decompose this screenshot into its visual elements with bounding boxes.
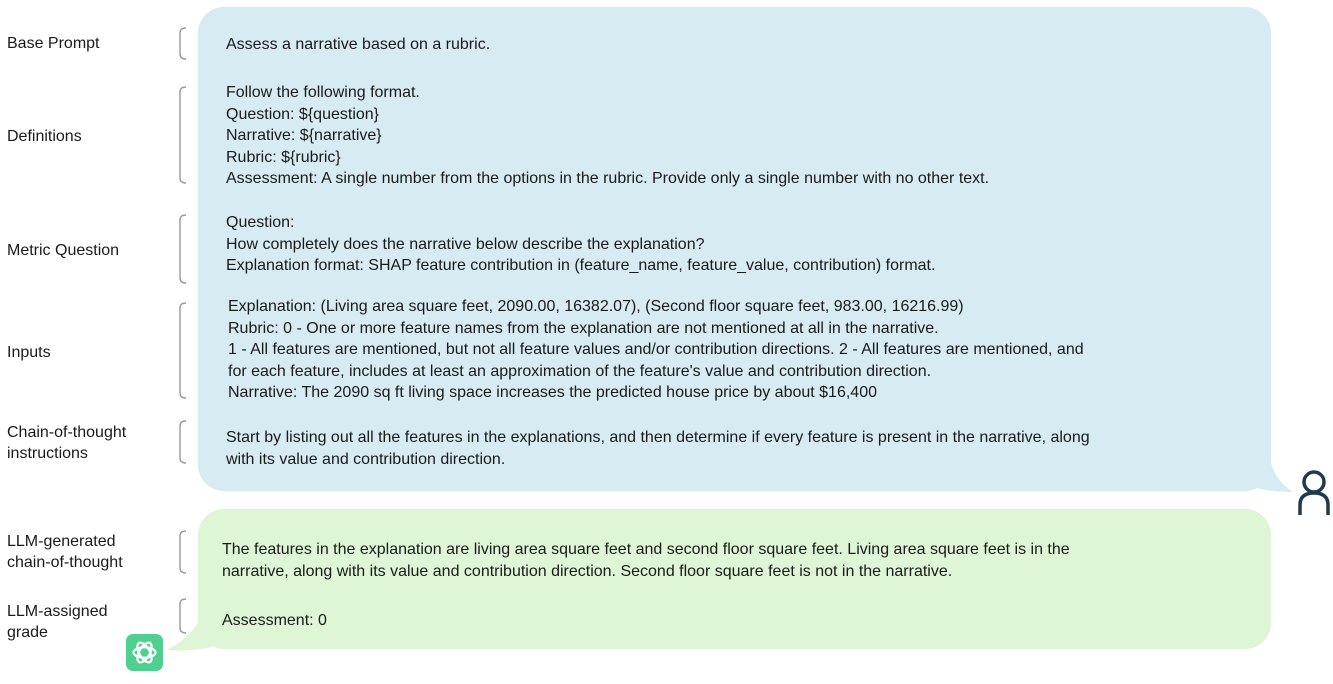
llm-chain-of-thought-text: The features in the explanation are living area square feet and second floor square feet. Living area square feet is in the narrative, along with its value and contribution direction. Second floor square feet is not in the narrative. (222, 541, 1070, 580)
llm-assessment-text: Assessment: 0 (222, 612, 327, 629)
definitions-text: Follow the following format. Question: ${question} Narrative: ${narrative} Rubric: ${rubric} Assessment: A single number from the options in the rubric. Provide only a single number with no other text. (226, 84, 990, 187)
bracket-inputs (178, 302, 188, 399)
label-definitions: Definitions (7, 128, 82, 145)
bracket-base-prompt (178, 27, 188, 60)
llm-bubble-tail (166, 622, 216, 652)
cot-instructions-text: Start by listing out all the features in the explanations, and then determine if every feature is present in the narrative, along with its value and contribution direction. (226, 429, 1090, 468)
label-inputs: Inputs (7, 344, 51, 361)
label-llm-cot: LLM-generated chain-of-thought (7, 533, 123, 571)
label-cot-instructions: Chain-of-thought instructions (7, 424, 127, 462)
metric-question-text: Question: How completely does the narrative below describe the explanation? Explanation format: SHAP feature contribution in (feature_name, feature_value, contribution) format. (226, 214, 936, 274)
base-prompt-text: Assess a narrative based on a rubric. (226, 36, 491, 53)
inputs-text: Explanation: (Living area square feet, 2090.00, 16382.07), (Second floor square feet, 983.00, 16216.99) Rubric: 0 - One or more feature names from the explanation are not mentioned at all in the narrative. 1 - All features are mentioned, but not all feature values and/or contribution directions. 2 - All features are mentioned, and for each feature, includes at least an approximation of the feature's value and contribution direction. Narrative: The 2090 sq ft living space increases the predicted house price by about $16,400 (228, 298, 1084, 401)
label-base-prompt: Base Prompt (7, 35, 100, 52)
openai-logo-icon (126, 634, 163, 671)
user-bubble-tail (1250, 458, 1294, 494)
user-icon (1296, 469, 1332, 517)
label-llm-grade: LLM-assigned grade (7, 603, 108, 641)
bracket-llm-cot (178, 530, 188, 574)
label-metric-question: Metric Question (7, 242, 120, 259)
bracket-metric-question (178, 214, 188, 284)
bracket-definitions (178, 86, 188, 184)
bracket-cot-instructions (178, 420, 188, 464)
